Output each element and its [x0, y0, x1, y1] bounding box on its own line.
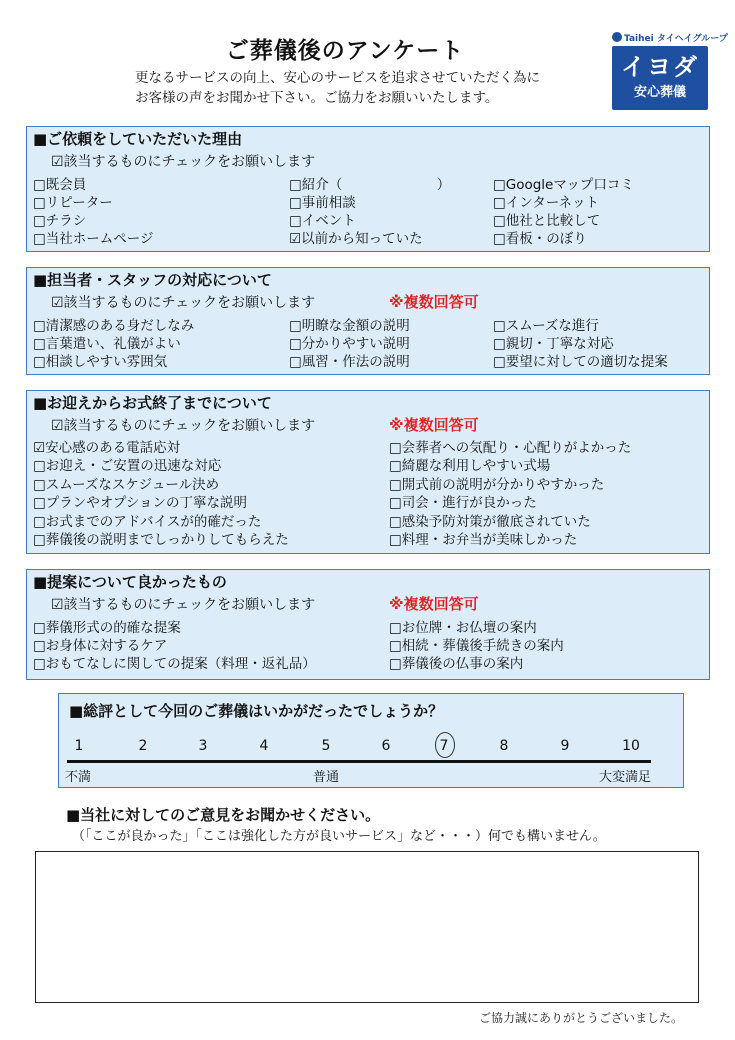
rating-scale-line	[67, 760, 651, 763]
taihei-dot-icon	[612, 32, 622, 42]
section-reason-title: ■ご依頼をしていただいた理由	[33, 130, 243, 148]
rating-option-selected[interactable]: 7	[439, 738, 449, 754]
intro-text	[135, 68, 605, 108]
rating-low-label: 不満	[65, 770, 92, 785]
checkbox-item[interactable]: □チラシ	[33, 213, 87, 229]
section-reason-note: ☑該当するものにチェックをお願いします	[51, 154, 316, 170]
footer-thanks: ご協力誠にありがとうございました。	[479, 1011, 684, 1025]
checkbox-item[interactable]: □イベント	[289, 213, 356, 229]
checkbox-item[interactable]: □相談しやすい雰囲気	[33, 354, 168, 370]
rating-option[interactable]: 3	[198, 738, 208, 754]
checkbox-item[interactable]: □料理・お弁当が美味しかった	[389, 532, 578, 548]
checkbox-item[interactable]: □おもてなしに関しての提案（料理・返礼品）	[33, 656, 316, 672]
brand-logo	[612, 46, 708, 110]
rating-option[interactable]: 5	[321, 738, 331, 754]
checkbox-item[interactable]: □感染予防対策が徹底されていた	[389, 514, 591, 530]
checkbox-item[interactable]: □親切・丁寧な対応	[493, 336, 614, 352]
opinion-input-box[interactable]	[35, 851, 699, 1003]
checkbox-item[interactable]: □会葬者への気配り・心配りがよかった	[389, 440, 632, 456]
checkbox-item[interactable]: □開式前の説明が分かりやすかった	[389, 477, 605, 493]
rating-mid-label: 普通	[313, 770, 340, 785]
section-proposal-note: ☑該当するものにチェックをお願いします	[51, 597, 316, 613]
checkbox-item[interactable]: □司会・進行が良かった	[389, 495, 537, 511]
checkbox-item[interactable]: □お迎え・ご安置の迅速な対応	[33, 458, 222, 474]
opinion-subtitle: （「ここが良かった」「ここは強化した方が良いサービス」など・・・）何でも構いません。	[72, 829, 606, 844]
checkbox-item-checked[interactable]: ☑安心感のある電話応対	[33, 440, 181, 456]
checkbox-item[interactable]: □当社ホームページ	[33, 231, 154, 247]
group-logo	[612, 31, 728, 44]
checkbox-item[interactable]: □インターネット	[493, 195, 600, 211]
checkbox-item[interactable]: □スムーズなスケジュール決め	[33, 477, 220, 493]
checkbox-item[interactable]: □分かりやすい説明	[289, 336, 410, 352]
checkbox-item[interactable]: □お位牌・お仏壇の案内	[389, 620, 537, 636]
checkbox-item[interactable]: □言葉遣い、礼儀がよい	[33, 336, 181, 352]
checkbox-item-checked[interactable]: ☑以前から知っていた	[289, 231, 423, 247]
checkbox-item[interactable]: □Googleマップ口コミ	[493, 177, 634, 193]
checkbox-item[interactable]: □お身体に対するケア	[33, 638, 168, 654]
checkbox-item[interactable]: □相続・葬儀後手続きの案内	[389, 638, 564, 654]
rating-option[interactable]: 4	[259, 738, 269, 754]
checkbox-item[interactable]: □事前相談	[289, 195, 356, 211]
checkbox-item[interactable]: □スムーズな進行	[493, 318, 599, 334]
section-staff	[26, 267, 710, 375]
rating-option[interactable]: 10	[622, 738, 640, 754]
section-ceremony-note: ☑該当するものにチェックをお願いします	[51, 418, 316, 434]
section-proposal-title: ■提案について良かったもの	[33, 573, 227, 591]
section-staff-note: ☑該当するものにチェックをお願いします	[51, 295, 316, 311]
checkbox-item[interactable]: □リピーター	[33, 195, 113, 211]
checkbox-item[interactable]: □プランやオプションの丁寧な説明	[33, 495, 248, 511]
intro-line-1: 更なるサービスの向上、安心のサービスを追求させていただく為に	[135, 70, 540, 86]
rating-option[interactable]: 6	[381, 738, 391, 754]
checkbox-item[interactable]: □綺麗な利用しやすい式場	[389, 458, 551, 474]
rating-option[interactable]: 2	[138, 738, 148, 754]
checkbox-item[interactable]: □お式までのアドバイスが的確だった	[33, 514, 262, 530]
rating-option[interactable]: 9	[560, 738, 570, 754]
checkbox-item[interactable]: □要望に対しての適切な提案	[493, 354, 668, 370]
checkbox-item[interactable]: □既会員	[33, 177, 87, 193]
checkbox-item[interactable]: □看板・のぼり	[493, 231, 587, 247]
page-title: ご葬儀後のアンケート	[225, 38, 465, 64]
checkbox-item[interactable]: □葬儀形式の的確な提案	[33, 620, 181, 636]
multiple-answers-note: ※複数回答可	[389, 595, 479, 613]
rating-option[interactable]: 1	[74, 738, 84, 754]
checkbox-item[interactable]: □明瞭な金額の説明	[289, 318, 410, 334]
checkbox-item[interactable]: □葬儀後の説明までしっかりしてもらえた	[33, 532, 289, 548]
brand-name: イヨダ	[621, 53, 699, 81]
checkbox-item[interactable]: □他社と比較して	[493, 213, 601, 229]
brand-sub: 安心葬儀	[633, 85, 686, 100]
rating-option[interactable]: 8	[499, 738, 509, 754]
checkbox-item[interactable]: □風習・作法の説明	[289, 354, 410, 370]
checkbox-item[interactable]: □紹介（ ）	[289, 177, 451, 193]
section-staff-title: ■担当者・スタッフの対応について	[33, 271, 272, 289]
checkbox-item[interactable]: □葬儀後の仏事の案内	[389, 656, 524, 672]
checkbox-item[interactable]: □清潔感のある身だしなみ	[33, 318, 195, 334]
rating-high-label: 大変満足	[599, 770, 652, 785]
group-logo-text: Taihei タイヘイグループ	[624, 34, 728, 44]
rating-title: ■総評として今回のご葬儀はいかがだったでしょうか？	[69, 702, 444, 720]
multiple-answers-note: ※複数回答可	[389, 416, 479, 434]
section-reason	[26, 126, 710, 252]
multiple-answers-note: ※複数回答可	[389, 293, 479, 311]
opinion-title: ■当社に対してのご意見をお聞かせください。	[66, 806, 381, 824]
section-ceremony	[26, 390, 710, 554]
overall-rating	[58, 693, 684, 788]
intro-line-2: お客様の声をお聞かせ下さい。ご協力をお願いいたします。	[135, 90, 499, 106]
section-proposal	[26, 569, 710, 680]
section-ceremony-title: ■お迎えからお式終了までについて	[33, 394, 272, 412]
